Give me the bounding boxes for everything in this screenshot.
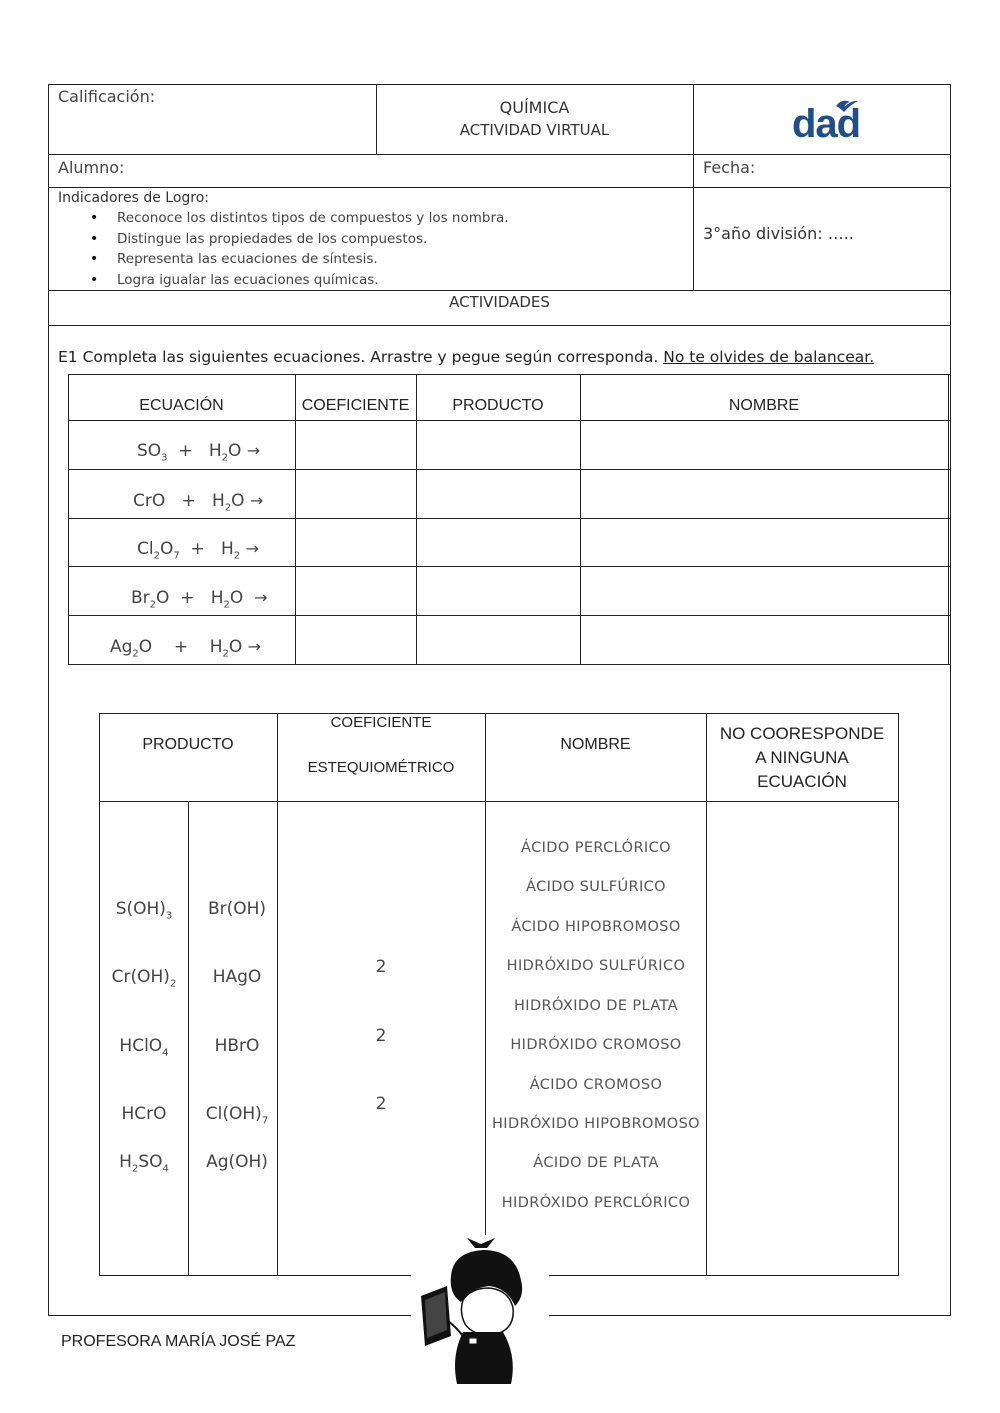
producto-dropzone[interactable] (417, 567, 580, 615)
draggable-product[interactable]: $Cl(OH)_7$ (205, 1104, 269, 1127)
indicadores-title: Indicadores de Logro: (58, 190, 209, 206)
draggable-coefficient[interactable]: 2 (375, 957, 387, 977)
bank-header-coef-1: COEFICIENTE (330, 714, 432, 731)
equation-2 (133, 491, 263, 513)
equation-1 (137, 441, 260, 463)
draggable-name[interactable]: ÁCIDO SULFÚRICO (526, 879, 666, 895)
reactant: Ag (110, 637, 133, 657)
list-item: • Representa las ecuaciones de síntesis. (58, 249, 509, 270)
water-tail: O (231, 491, 245, 511)
water: H (211, 491, 225, 511)
draggable-product[interactable]: $S(OH)_3$ (115, 899, 173, 922)
equation-4 (131, 588, 267, 610)
curso-label: 3°año división: ….. (703, 224, 854, 243)
actividades-title: ACTIVIDADES (449, 293, 550, 311)
bank-header-none-3: ECUACIÓN (757, 772, 847, 791)
equation-3 (137, 539, 259, 561)
producto-dropzone[interactable] (417, 421, 580, 469)
reactant: Cl (137, 539, 154, 559)
subscript: 2 (153, 550, 160, 562)
water-tail: O (228, 637, 243, 657)
header-coeficiente: COEFICIENTE (301, 397, 410, 414)
instruction-underlined: No te olvides de balancear. (663, 348, 875, 366)
list-item: • Distingue las propiedades de los compuestos. (58, 229, 509, 250)
producto-dropzone[interactable] (417, 470, 580, 518)
coeficiente-dropzone[interactable] (296, 470, 416, 518)
nombre-dropzone[interactable] (581, 616, 948, 664)
nombre-dropzone[interactable] (581, 567, 948, 615)
list-item: • Reconoce los distintos tipos de compuestos y los nombra. (58, 208, 509, 229)
draggable-name[interactable]: HIDRÓXIDO SULFÚRICO (506, 958, 686, 974)
header-producto: PRODUCTO (452, 397, 544, 414)
bank-header-none-2: A NINGUNA (755, 748, 849, 767)
bank-header-coef-2: ESTEQUIOMÉTRICO (307, 759, 455, 776)
subscript: 7 (173, 550, 180, 562)
reactant: CrO (133, 491, 166, 511)
draggable-name[interactable]: ÁCIDO PERCLÓRICO (521, 840, 671, 856)
logo-text: dad (792, 102, 861, 146)
subscript: 3 (161, 452, 168, 464)
draggable-name[interactable]: HIDRÓXIDO DE PLATA (513, 998, 679, 1014)
teacher-name: PROFESORA MARÍA JOSÉ PAZ (61, 1333, 296, 1350)
reactant: Br (131, 588, 150, 608)
plus-sign: + (180, 588, 195, 608)
draggable-name[interactable]: ÁCIDO CROMOSO (529, 1077, 663, 1093)
header-ecuacion: ECUACIÓN (139, 397, 224, 414)
draggable-product[interactable]: $Cr(OH)_2$ (111, 967, 177, 990)
subscript: 2 (149, 599, 157, 611)
exercise-instruction (58, 348, 874, 366)
draggable-product[interactable]: $H_2SO_4$ (119, 1152, 169, 1175)
girl-reading-icon (411, 1236, 549, 1399)
coeficiente-dropzone[interactable] (296, 616, 416, 664)
subscript: 2 (224, 502, 232, 514)
draggable-product[interactable]: HBrO (214, 1036, 260, 1056)
water-tail: O (228, 441, 242, 461)
draggable-product[interactable]: HClO$_4$ (119, 1036, 169, 1059)
mafalda-illustration (411, 1236, 549, 1399)
draggable-product[interactable]: Ag(OH) (206, 1152, 268, 1172)
fecha-label: Fecha: (703, 158, 756, 177)
producto-dropzone[interactable] (417, 519, 580, 566)
reactant: SO (137, 441, 162, 461)
equation-5 (110, 637, 261, 659)
nombre-dropzone[interactable] (581, 421, 948, 469)
draggable-product[interactable]: Br(OH) (207, 899, 267, 919)
plus-sign: + (173, 637, 189, 657)
instruction-text: E1 Completa las siguientes ecuaciones. Arrastre y pegue según corresponda. (58, 348, 659, 366)
water-tail: O (229, 588, 244, 608)
calificacion-label: Calificación: (58, 87, 156, 106)
draggable-name[interactable]: HIDRÓXIDO PERCLÓRICO (501, 1195, 691, 1211)
plus-sign: + (178, 441, 193, 461)
plus-sign: + (181, 491, 196, 511)
water: H (209, 637, 223, 657)
subject-title: QUÍMICA (499, 98, 570, 117)
list-item: • Logra igualar las ecuaciones químicas. (58, 270, 509, 291)
draggable-product[interactable]: HAgO (212, 967, 262, 987)
coeficiente-dropzone[interactable] (296, 567, 416, 615)
arrow-icon: → (245, 539, 259, 558)
water: H (208, 441, 222, 461)
nombre-dropzone[interactable] (581, 470, 948, 518)
draggable-coefficient[interactable]: 2 (375, 1026, 387, 1046)
draggable-name[interactable]: HIDRÓXIDO CROMOSO (510, 1037, 682, 1053)
water: H (210, 588, 224, 608)
arrow-icon: → (249, 491, 264, 510)
alumno-label: Alumno: (58, 158, 125, 177)
bank-header-none-1: NO COORESPONDE (719, 724, 885, 743)
draggable-name[interactable]: ÁCIDO HIPOBROMOSO (511, 919, 681, 935)
coeficiente-dropzone[interactable] (296, 519, 416, 566)
nombre-dropzone[interactable] (581, 519, 948, 566)
bank-header-nombre: NOMBRE (560, 736, 631, 753)
subscript: 2 (132, 648, 139, 660)
producto-dropzone[interactable] (417, 616, 580, 664)
draggable-name[interactable]: HIDRÓXIDO HIPOBROMOSO (491, 1116, 700, 1132)
reactant-tail: O (138, 637, 153, 657)
subscript: 2 (233, 550, 241, 562)
subscript: 2 (221, 452, 228, 464)
subscript: 2 (223, 599, 230, 611)
activity-title: ACTIVIDAD VIRTUAL (459, 121, 610, 139)
subscript: 2 (222, 648, 229, 660)
bank-header-producto: PRODUCTO (142, 736, 234, 753)
arrow-icon: → (254, 588, 268, 607)
arrow-icon: → (246, 441, 261, 460)
draggable-product[interactable]: HCrO (121, 1104, 167, 1124)
draggable-name[interactable]: ÁCIDO DE PLATA (533, 1155, 659, 1171)
reactant-tail: O (156, 588, 170, 608)
water: H (221, 539, 234, 559)
draggable-coefficient[interactable]: 2 (375, 1094, 387, 1114)
reactant-tail: O (159, 539, 174, 559)
no-corresponde-dropzone[interactable] (707, 802, 898, 1275)
plus-sign: + (190, 539, 205, 559)
coeficiente-dropzone[interactable] (296, 421, 416, 469)
school-logo (780, 94, 878, 148)
indicadores-list (58, 208, 509, 290)
header-nombre: NOMBRE (728, 397, 800, 414)
arrow-icon: → (247, 637, 262, 656)
